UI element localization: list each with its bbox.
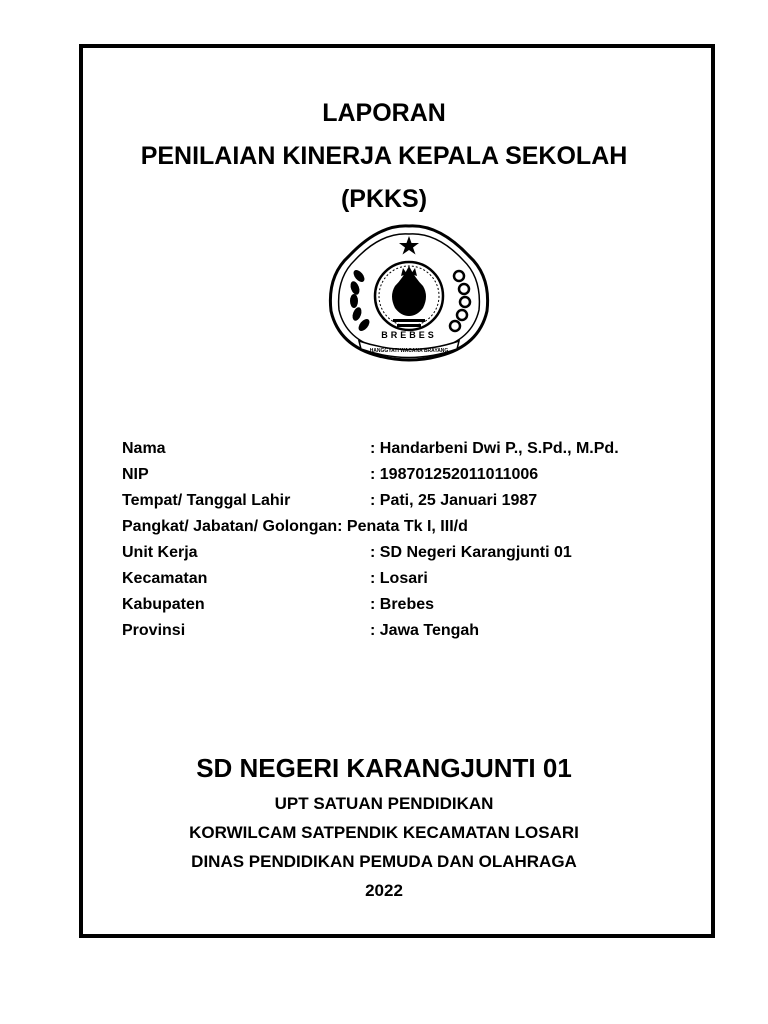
info-value: : Penata Tk I, III/d	[337, 518, 468, 535]
info-row-nip	[122, 462, 619, 488]
info-label: Nama	[122, 440, 166, 457]
identity-table	[122, 436, 619, 644]
emblem-ribbon-text: HANGGYATI WACANA BRAYANG	[369, 348, 449, 354]
info-value: : Pati, 25 Januari 1987	[370, 492, 538, 509]
info-row-pangkat	[122, 514, 619, 540]
title-line-laporan: LAPORAN	[322, 99, 446, 127]
brebes-emblem-icon	[319, 216, 499, 366]
info-label: Tempat/ Tanggal Lahir	[122, 492, 291, 509]
info-row-kecamatan	[122, 566, 619, 592]
info-label: Kecamatan	[122, 570, 208, 587]
title-line-pkks: (PKKS)	[340, 185, 428, 213]
institution-line-korwilcam: KORWILCAM SATPENDIK KECAMATAN LOSARI	[189, 823, 579, 842]
info-label: Kabupaten	[122, 596, 205, 613]
emblem-text-brebes: BREBES	[381, 330, 437, 340]
school-name: SD NEGERI KARANGJUNTI 01	[196, 753, 572, 783]
info-label: Pangkat/ Jabatan/ Golongan	[122, 518, 338, 535]
info-label: Provinsi	[122, 622, 186, 639]
report-year: 2022	[365, 881, 403, 900]
info-value: : Brebes	[370, 596, 435, 613]
report-title	[0, 92, 768, 221]
info-value: : Losari	[370, 570, 428, 587]
info-value: : Jawa Tengah	[370, 622, 480, 639]
info-label: Unit Kerja	[122, 544, 198, 561]
info-row-kabupaten	[122, 592, 619, 618]
institution-line-upt: UPT SATUAN PENDIDIKAN	[274, 794, 494, 813]
info-value: : 198701252011011006	[370, 466, 539, 483]
institution-line-dinas: DINAS PENDIDIKAN PEMUDA DAN OLAHRAGA	[191, 852, 577, 871]
institution-block	[0, 789, 768, 905]
info-row-provinsi	[122, 618, 619, 644]
info-label: NIP	[122, 466, 149, 483]
info-value: : SD Negeri Karangjunti 01	[370, 544, 572, 561]
info-value: : Handarbeni Dwi P., S.Pd., M.Pd.	[370, 440, 619, 457]
title-line-penilaian: PENILAIAN KINERJA KEPALA SEKOLAH	[140, 142, 628, 170]
info-row-nama	[122, 436, 619, 462]
info-row-ttl	[122, 488, 619, 514]
info-row-unit-kerja	[122, 540, 619, 566]
